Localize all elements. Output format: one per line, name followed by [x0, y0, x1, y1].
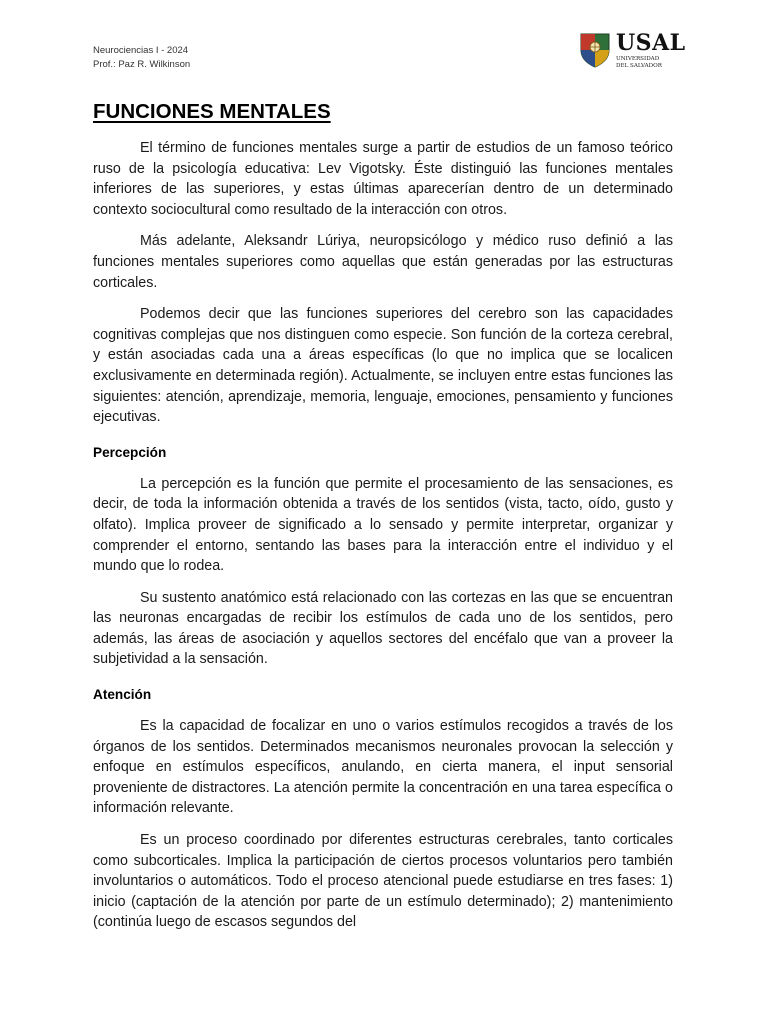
page-header — [93, 30, 686, 100]
section-heading-atencion: Atención — [93, 687, 152, 703]
logo-subtitle-line1: UNIVERSIDAD — [616, 56, 660, 62]
usal-logo — [578, 30, 686, 76]
section-paragraph: La percepción es la función que permite el procesamiento de las sensaciones, es decir, de toda la información obtenida a través de los sentidos (vista, tacto, oído, gusto y olfato). Implica proveer de significado a lo sensado y permite interpretar, organizar y comprender el entorno, sentando las bases para la interacción entre el individuo y el mundo que lo rodea. — [93, 475, 673, 575]
university-crest-icon — [578, 32, 612, 68]
intro-paragraph: El término de funciones mentales surge a partir de estudios de un famoso teórico ruso de la psicología educativa: Lev Vigotsky. Éste distinguió las funciones mentales inferiores de las superiores, y estas últimas aparecerían dentro de un determinado contexto sociocultural como resultado de la interacción con otros. — [93, 140, 673, 218]
section-heading-percepcion: Percepción — [93, 444, 167, 460]
logo-subtitle-line2: DEL SALVADOR — [616, 63, 662, 69]
professor-name: Prof.: Paz R. Wilkinson — [93, 59, 191, 70]
course-info — [93, 44, 190, 72]
section-paragraph: Es un proceso coordinado por diferentes estructuras cerebrales, tanto corticales como subcorticales. Implica la participación de ciertos procesos voluntarios pero también involuntarios o automáticos. Todo el proceso atencional puede estudiarse en tres fases: 1) inicio (captación de la atención por parte de un estímulo determinado); 2) mantenimiento (continúa luego de escasos segundos del — [93, 832, 673, 931]
intro-paragraph: Más adelante, Aleksandr Lúriya, neuropsicólogo y médico ruso definió a las funciones mentales superiores como aquellas que están generadas por las estructuras corticales. — [93, 233, 673, 291]
logo-wordmark: USAL — [616, 30, 686, 56]
logo-subtitle — [616, 56, 662, 70]
section-paragraph: Su sustento anatómico está relacionado con las cortezas en las que se encuentran las neuronas encargadas de recibir los estímulos de cada uno de los sentidos, pero además, las áreas de asociación y aquellos sectores del encéfalo que van a proveer la subjetividad a la sensación. — [93, 589, 673, 668]
document-body — [93, 100, 673, 944]
intro-paragraph: Podemos decir que las funciones superiores del cerebro son las capacidades cognitivas complejas que nos distinguen como especie. Son función de la corteza cerebral, y están asociadas cada una a áreas específicas (lo que no implica que se localicen exclusivamente en determinada región). Actualmente, se incluyen entre estas funciones las siguientes: atención, aprendizaje, memoria, lenguaje, emociones, pensamiento y funciones ejecutivas. — [93, 306, 673, 426]
document-title: FUNCIONES MENTALES — [93, 100, 331, 123]
course-name: Neurociencias I - 2024 — [93, 45, 189, 56]
section-paragraph: Es la capacidad de focalizar en uno o varios estímulos recogidos a través de los órganos de los sentidos. Determinados mecanismos neuronales provocan la selección y enfoque en estímulos específicos, anulando, en cierta manera, el input sensorial proveniente de distractores. La atención permite la concentración en una tarea específica o información relevante. — [93, 718, 673, 817]
